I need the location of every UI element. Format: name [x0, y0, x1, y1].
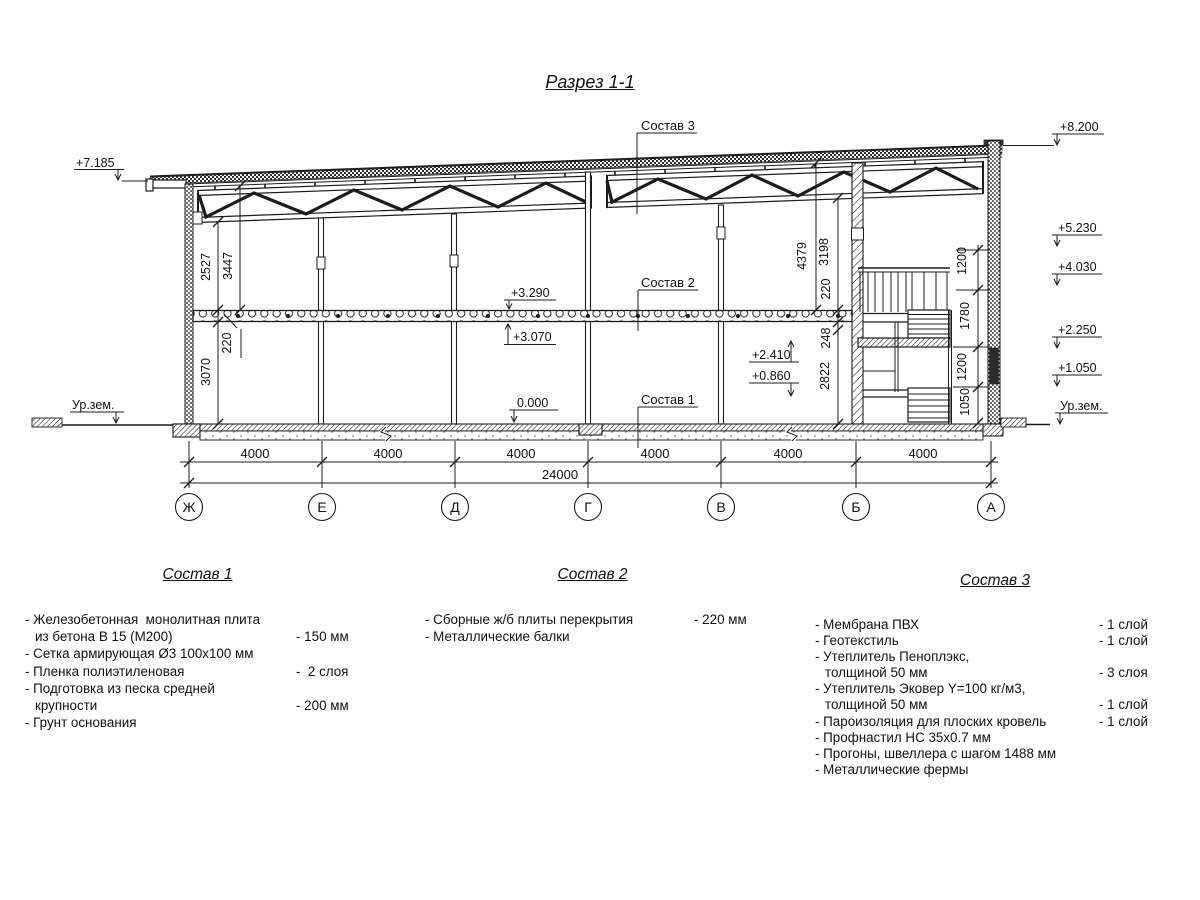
legend1-item: [25, 680, 370, 714]
lower-flight-treads: [908, 394, 950, 418]
dim-1050: 1050: [958, 388, 972, 416]
dim-220-right: 220: [819, 278, 833, 300]
elev-3290: [504, 286, 556, 309]
legend3-item-line: - Утеплитель Пеноплэкс,: [815, 649, 970, 665]
walls: [185, 141, 1000, 424]
dim-3447: 3447: [221, 252, 235, 280]
column-plate: [852, 228, 864, 240]
legend1-item-line: - Грунт основания: [25, 715, 137, 731]
legend1-item: [25, 714, 370, 731]
elev-4030: [1052, 260, 1102, 285]
dim-220-left: 220: [220, 332, 234, 354]
legend3-item-line2: толщиной 50 мм: [825, 665, 928, 681]
dim-bay-2: 4000: [373, 446, 403, 461]
legend1-item-line2: из бетона В 15 (М200): [35, 629, 173, 645]
legend3-item-line: - Утеплитель Эковер Y=100 кг/м3,: [815, 681, 1026, 697]
dim-4379: 4379: [795, 242, 809, 270]
dim-3070: 3070: [199, 358, 213, 386]
elev-ground-left: [70, 398, 124, 423]
legend2-item: [425, 628, 760, 645]
elev-4030-label: +4.030: [1058, 260, 1097, 274]
legend3-item: [815, 714, 1175, 730]
legend3-item-value: - 1 слой: [1099, 697, 1148, 713]
dim-1780: 1780: [958, 302, 972, 330]
legend1-title: Состав 1: [162, 566, 233, 583]
elev-2410-label: +2.410: [752, 348, 791, 362]
column-G: [586, 172, 591, 424]
legend3-item-line2: толщиной 50 мм: [825, 697, 928, 713]
legend-sostav-2: [425, 566, 760, 645]
elev-1050-label: +1.050: [1058, 361, 1097, 375]
elev-8200: [1003, 120, 1104, 146]
canopy-drip: [146, 179, 186, 191]
elev-7185-label: +7.185: [76, 156, 115, 170]
bottom-dimensions: [180, 441, 998, 488]
legend-sostav-3: [815, 572, 1175, 778]
elev-2250-label: +2.250: [1058, 323, 1097, 337]
dim-bay-3: 4000: [506, 446, 536, 461]
upper-flight-treads: [908, 315, 950, 335]
legend1-item-line2: крупности: [35, 698, 98, 714]
elev-1050: [1052, 361, 1102, 386]
dim-2822: 2822: [818, 362, 832, 390]
legend2-item-line: - Сборные ж/б плиты перекрытия: [425, 612, 634, 627]
legend2-title: Состав 2: [557, 566, 628, 583]
legend3-item-line: - Мембрана ПВХ: [815, 617, 920, 632]
dim-1200-b: 1200: [955, 353, 969, 381]
elev-ground-left-label: Ур.зем.: [72, 398, 115, 412]
label-sostav1: Состав 1: [641, 392, 695, 407]
elev-8200-label: +8.200: [1060, 120, 1099, 134]
railing-balusters: [860, 272, 947, 312]
footing-left: [173, 424, 200, 437]
elev-7185: [74, 156, 148, 181]
legend3-item: [815, 746, 1175, 762]
elev-0000-label: 0.000: [517, 396, 549, 410]
leader-sostav2: [638, 275, 698, 331]
floor-slab: [193, 311, 852, 322]
legend1-item-line: - Железобетонная монолитная плита: [25, 612, 261, 627]
dim-3198: 3198: [817, 238, 831, 266]
staircase: [858, 268, 952, 424]
legend3-item: [815, 649, 1175, 681]
grid-letters: [183, 499, 997, 515]
legend3-item-line: - Геотекстиль: [815, 633, 899, 649]
extension-lines: [189, 441, 991, 488]
elev-5230: [1052, 221, 1102, 246]
legend3-title: Состав 3: [960, 572, 1030, 589]
footing-right: [983, 424, 1003, 436]
legend3-item-line: - Прогоны, швеллера с шагом 1488 мм: [815, 745, 1057, 761]
drawing-title: Разрез 1-1: [545, 72, 635, 92]
legend1-item-line: - Сетка армирующая Ø3 100х100 мм: [25, 646, 254, 662]
apron-right: [1001, 418, 1026, 427]
grid-axis-a: А: [986, 499, 996, 515]
dim-248: 248: [819, 327, 833, 349]
label-sostav3: Состав 3: [641, 118, 695, 133]
column-plate: [317, 257, 325, 269]
column-plate: [450, 255, 458, 267]
dim-bay-4: 4000: [640, 446, 670, 461]
elev-5230-label: +5.230: [1058, 221, 1097, 235]
legend3-item-value: - 1 слой: [1099, 617, 1148, 632]
legend1-item: [25, 611, 370, 645]
footing-mid: [579, 424, 602, 435]
legend1-item: [25, 645, 370, 662]
legend3-item-value: - 1 слой: [1099, 713, 1148, 729]
elev-2410: [749, 341, 799, 362]
grid-axis-e: Е: [317, 499, 327, 515]
grid-axes: [176, 494, 1005, 521]
legend3-item: [815, 730, 1175, 746]
legend3-item-line: - Профнастил НС 35х0.7 мм: [815, 729, 991, 745]
legend2-item-value: - 220 мм: [694, 612, 747, 627]
apron-left: [32, 418, 62, 427]
grid-axis-b: Б: [851, 499, 861, 515]
legend3-item: [815, 762, 1175, 778]
dim-total: 24000: [541, 467, 579, 482]
legend1-item-value: - 200 мм: [296, 698, 349, 714]
legend3-item-value: - 1 слой: [1099, 633, 1148, 649]
stair-chain-dimensions: [953, 245, 990, 428]
legend1-item: [25, 663, 370, 680]
legend3-item: [815, 617, 1175, 633]
legend1-item-value: - 150 мм: [296, 629, 349, 645]
chain-texts: [955, 247, 972, 416]
grid-axis-g: Г: [584, 499, 592, 515]
left-wall: [185, 184, 193, 424]
elev-0860-label: +0.860: [752, 369, 791, 383]
dim-2527: 2527: [199, 253, 213, 281]
right-wall-panel: [990, 348, 999, 384]
legend3-item: [815, 681, 1175, 713]
legend3-item-value: - 3 слоя: [1099, 665, 1148, 681]
legend1-item-line: - Подготовка из песка средней: [25, 680, 215, 696]
legend1-item-line: - Пленка полиэтиленовая: [25, 663, 185, 679]
grid-axis-v: В: [716, 499, 726, 515]
grid-axis-zh: Ж: [182, 499, 196, 515]
legend2-item: [425, 611, 760, 628]
dim-1200-a: 1200: [955, 247, 969, 275]
elev-ground-right-label: Ур.зем.: [1060, 399, 1103, 413]
legend3-item-line: - Металлические фермы: [815, 761, 969, 777]
legend1-item-value: - 2 слоя: [296, 663, 349, 679]
dim-bay-5: 4000: [773, 446, 803, 461]
legend3-item: [815, 633, 1175, 649]
legend2-item-line: - Металлические балки: [425, 629, 570, 645]
elev-ground-right: [1055, 399, 1108, 424]
dim-bay-6: 4000: [908, 446, 938, 461]
dim-bay-1: 4000: [240, 446, 270, 461]
elev-2250: [1052, 323, 1102, 348]
elev-0860: [749, 369, 799, 396]
bay-dims: [241, 446, 938, 482]
elev-3290-label: +3.290: [511, 286, 550, 300]
label-sostav2: Состав 2: [641, 275, 695, 290]
elev-0000: [509, 396, 558, 422]
truss-left: [197, 176, 592, 223]
truss-right: [606, 162, 984, 208]
landing-2410: [858, 338, 950, 347]
grid-axis-d: Д: [450, 499, 460, 515]
column-B-wall: [852, 163, 863, 424]
truss-bearing: [193, 212, 202, 224]
elev-3070: [504, 324, 556, 345]
column-plate: [717, 227, 725, 239]
elev-3070-label: +3.070: [513, 330, 552, 344]
legend3-item-line: - Пароизоляция для плоских кровель: [815, 713, 1047, 729]
legend-sostav-1: [25, 566, 370, 731]
